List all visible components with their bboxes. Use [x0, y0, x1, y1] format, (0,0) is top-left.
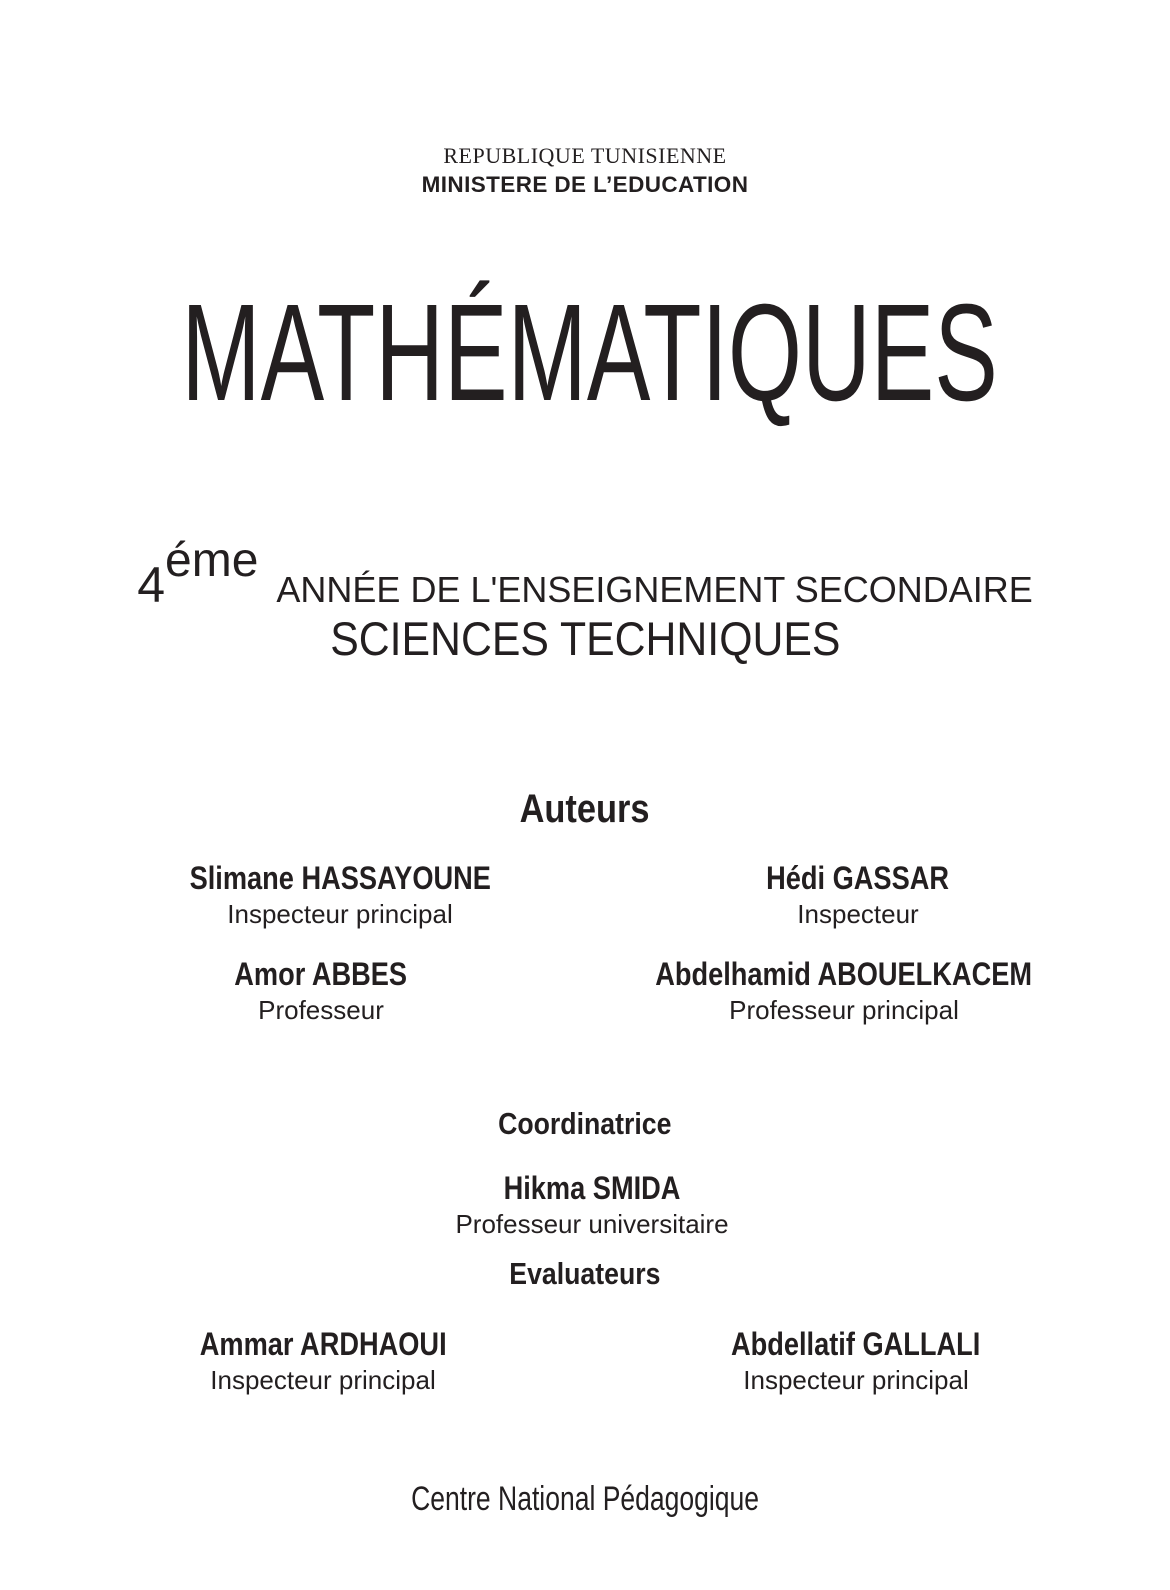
grade-suffix: éme — [165, 534, 259, 587]
section-text: SCIENCES TECHNIQUES — [329, 612, 841, 665]
coordinator-name: Hikma SMIDA — [503, 1170, 681, 1206]
book-title: MATHÉMATIQUES — [181, 276, 998, 430]
author-name: Hédi GASSAR — [766, 860, 950, 896]
subtitle-section-line — [0, 612, 1170, 665]
subtitle-block — [0, 534, 1170, 665]
evaluator-card — [93, 1326, 553, 1395]
evaluator-role: Inspecteur principal — [210, 1365, 436, 1395]
evaluator-card — [626, 1326, 1086, 1395]
evaluator-role: Inspecteur principal — [743, 1365, 969, 1395]
authors-heading: Auteurs — [520, 787, 650, 831]
grade — [137, 534, 259, 613]
evaluator-name: Ammar ARDHAOUI — [199, 1326, 447, 1362]
coordinator-card — [362, 1170, 822, 1239]
author-role: Professeur principal — [729, 995, 959, 1025]
author-name: Abdelhamid ABOUELKACEM — [655, 956, 1033, 992]
author-name: Amor ABBES — [234, 956, 408, 992]
country-name: REPUBLIQUE TUNISIENNE — [443, 143, 727, 168]
author-role: Inspecteur principal — [227, 899, 453, 929]
author-card — [91, 956, 551, 1025]
grade-number: 4 — [137, 557, 166, 613]
evaluators-heading: Evaluateurs — [509, 1256, 661, 1291]
publisher-name: Centre National Pédagogique — [411, 1480, 759, 1518]
coordinator-role: Professeur universitaire — [455, 1209, 729, 1239]
coordinator-heading: Coordinatrice — [498, 1106, 672, 1141]
author-card — [614, 956, 1074, 1025]
level-text: ANNÉE DE L'ENSEIGNEMENT SECONDAIRE — [276, 569, 1033, 610]
author-card — [628, 860, 1088, 929]
author-name: Slimane HASSAYOUNE — [189, 860, 491, 896]
author-role: Professeur — [258, 995, 384, 1025]
ministry-name: MINISTERE DE L’EDUCATION — [421, 172, 749, 197]
author-card — [110, 860, 570, 929]
author-role: Inspecteur — [797, 899, 919, 929]
government-header — [0, 143, 1170, 198]
evaluator-name: Abdellatif GALLALI — [731, 1326, 981, 1362]
subtitle-level-line — [0, 534, 1170, 613]
